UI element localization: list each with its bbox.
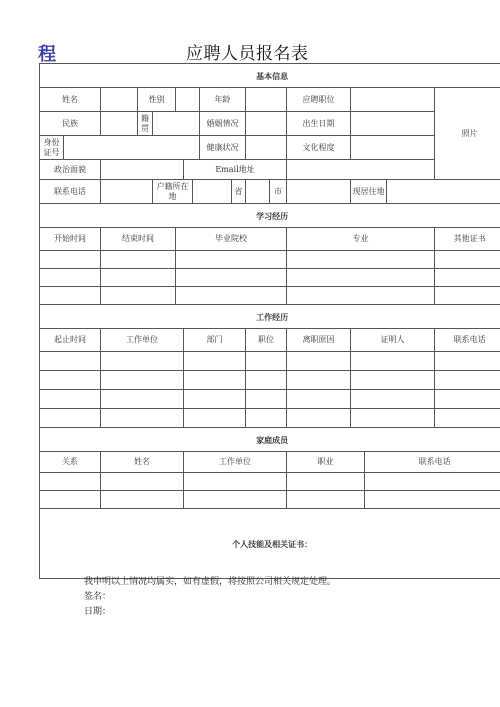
work-cell[interactable] [351,371,435,390]
work-cell[interactable] [287,409,351,428]
province-input-cell[interactable] [193,180,232,204]
edu-cell[interactable] [176,269,287,287]
current-address-label: 现居住地 [351,180,387,204]
family-cell[interactable] [184,491,287,509]
work-cell[interactable] [351,390,435,409]
edu-cell[interactable] [40,251,101,269]
application-form-table [39,63,500,579]
work-col-department: 部门 [184,329,246,352]
work-cell[interactable] [435,352,500,371]
signature-label: 签名： [84,592,112,602]
work-cell[interactable] [246,409,287,428]
skills-certificates-cell[interactable]: 个人技能及相关证书： [40,509,500,579]
family-col-company: 工作单位 [184,452,287,473]
work-cell[interactable] [184,371,246,390]
family-cell[interactable] [287,473,365,491]
family-cell[interactable] [101,473,184,491]
marital-status-value-cell[interactable] [246,112,287,136]
work-col-phone: 联系电话 [435,329,500,352]
photo-cell[interactable]: 照片 [435,88,500,180]
work-cell[interactable] [246,390,287,409]
edu-cell[interactable] [287,269,435,287]
edu-cell[interactable] [176,287,287,305]
family-cell[interactable] [365,491,500,509]
edu-cell[interactable] [101,251,176,269]
work-cell[interactable] [184,352,246,371]
current-address-value-cell[interactable] [387,180,500,204]
work-cell[interactable] [287,352,351,371]
work-cell[interactable] [101,352,184,371]
family-col-occupation: 职业 [287,452,365,473]
work-col-company: 工作单位 [101,329,184,352]
family-cell[interactable] [101,491,184,509]
city-input-cell[interactable] [246,180,270,204]
work-cell[interactable] [435,371,500,390]
work-cell[interactable] [40,409,101,428]
name-label: 姓名 [40,88,101,112]
work-cell[interactable] [184,390,246,409]
name-value-cell[interactable] [101,88,138,112]
birth-date-label: 出生日期 [287,112,351,136]
id-card-value-cell[interactable] [64,136,200,160]
education-value-cell[interactable] [351,136,435,160]
ethnicity-label: 民族 [40,112,101,136]
form-title: 应聘人员报名表 [186,44,309,64]
company-logo-text: 程 [38,44,56,65]
edu-cell[interactable] [101,287,176,305]
edu-cell[interactable] [40,269,101,287]
id-card-label: 身份证号 [40,136,64,160]
work-col-leave-reason: 离职原因 [287,329,351,352]
family-col-name: 姓名 [101,452,184,473]
work-cell[interactable] [40,371,101,390]
work-cell[interactable] [101,371,184,390]
date-label: 日期： [84,607,112,617]
family-cell[interactable] [40,473,101,491]
gender-label: 性别 [138,88,176,112]
family-cell[interactable] [184,473,287,491]
declaration-text: 我申明以上情况均属实，如有虚假，将按照公司相关规定处理。 [84,577,337,587]
ethnicity-value-cell[interactable] [101,112,138,136]
work-cell[interactable] [184,409,246,428]
marital-status-label: 婚姻情况 [200,112,246,136]
family-col-relation: 关系 [40,452,101,473]
work-col-position: 职位 [246,329,287,352]
email-value-cell[interactable] [287,160,435,180]
family-header: 家庭成员 [40,428,500,452]
work-cell[interactable] [40,390,101,409]
native-place-label: 籍贯 [138,112,153,136]
family-cell[interactable] [287,491,365,509]
gender-value-cell[interactable] [176,88,200,112]
edu-col-major: 专业 [287,228,435,251]
age-value-cell[interactable] [246,88,287,112]
position-label: 应聘职位 [287,88,351,112]
birth-date-value-cell[interactable] [351,112,435,136]
edu-cell[interactable] [435,287,500,305]
work-col-reference: 证明人 [351,329,435,352]
work-cell[interactable] [287,390,351,409]
native-place-value-cell[interactable] [153,112,200,136]
edu-cell[interactable] [287,287,435,305]
edu-cell[interactable] [287,251,435,269]
family-col-phone: 联系电话 [365,452,500,473]
edu-cell[interactable] [176,251,287,269]
email-label: Email地址 [184,160,287,180]
work-cell[interactable] [246,352,287,371]
edu-cell[interactable] [40,287,101,305]
province-label: 省 [232,180,246,204]
political-status-value-cell[interactable] [101,160,184,180]
work-cell[interactable] [351,352,435,371]
family-cell[interactable] [365,473,500,491]
work-cell[interactable] [101,390,184,409]
basic-info-header: 基本信息 [40,64,500,88]
edu-cell[interactable] [101,269,176,287]
work-cell[interactable] [351,409,435,428]
edu-cell[interactable] [435,251,500,269]
work-cell[interactable] [435,390,500,409]
phone-label: 联系电话 [40,180,101,204]
city-spacer-cell[interactable] [287,180,351,204]
education-label: 文化程度 [287,136,351,160]
work-history-header: 工作经历 [40,305,500,329]
hukou-location-label: 户籍所在地 [153,180,193,204]
health-label: 健康状况 [200,136,246,160]
work-cell[interactable] [435,409,500,428]
phone-value-cell[interactable] [101,180,153,204]
work-cell[interactable] [101,409,184,428]
work-cell[interactable] [287,371,351,390]
education-history-header: 学习经历 [40,204,500,228]
position-value-cell[interactable] [351,88,435,112]
work-col-period: 起止时间 [40,329,101,352]
edu-col-certificates: 其他证书 [435,228,500,251]
health-value-cell[interactable] [246,136,287,160]
edu-col-start: 开始时间 [40,228,101,251]
family-cell[interactable] [40,491,101,509]
edu-cell[interactable] [435,269,500,287]
political-status-label: 政治面貌 [40,160,101,180]
edu-col-end: 结束时间 [101,228,176,251]
edu-col-school: 毕业院校 [176,228,287,251]
age-label: 年龄 [200,88,246,112]
work-cell[interactable] [40,352,101,371]
city-label: 市 [270,180,287,204]
work-cell[interactable] [246,371,287,390]
